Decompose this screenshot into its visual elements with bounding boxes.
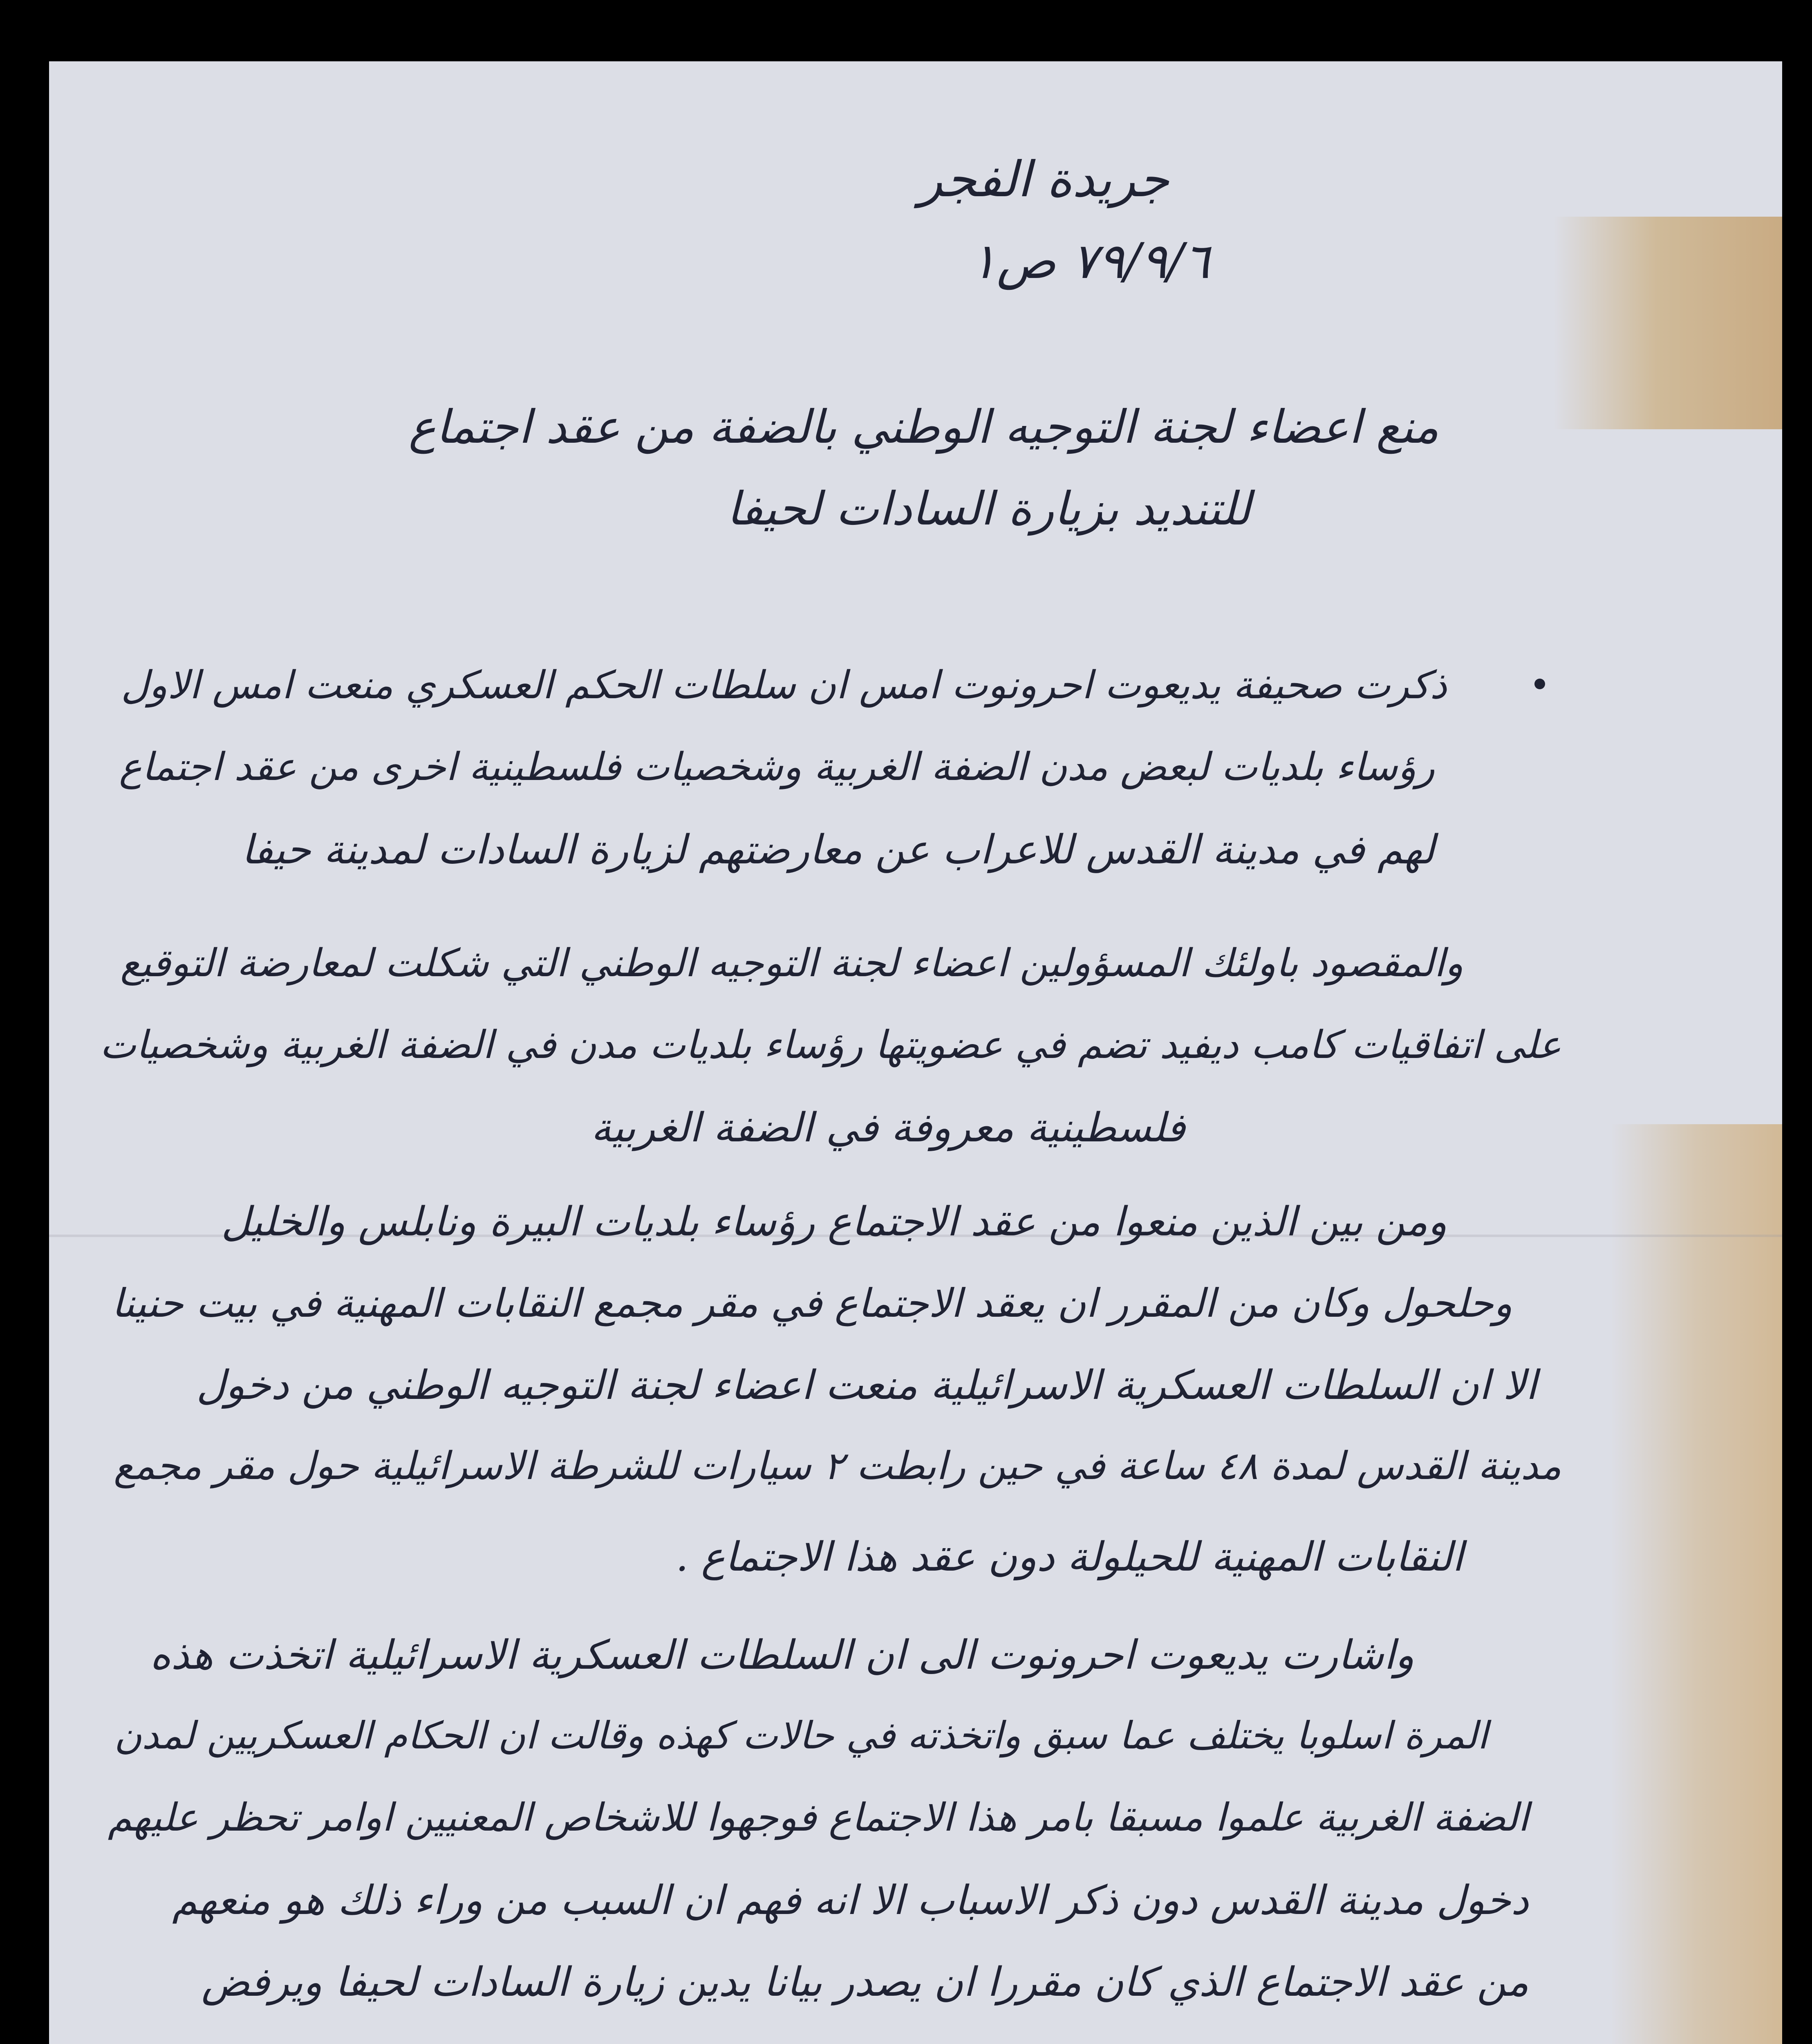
body-line: والمقصود باولئك المسؤولين اعضاء لجنة التوجيه الوطني التي شكلت لمعارضة التوقيع: [120, 941, 1463, 986]
body-line: النقابات المهنية للحيلولة دون عقد هذا الاجتماع .: [676, 1534, 1463, 1580]
body-line: دخول مدينة القدس دون ذكر الاسباب الا انه فهم ان السبب من وراء ذلك هو منعهم: [172, 1877, 1529, 1924]
body-line: ذكرت صحيفة يديعوت احرونوت امس ان سلطات الحكم العسكري منعت امس الاول: [121, 663, 1447, 708]
newspaper-name: جريدة الفجر: [918, 151, 1169, 208]
date-and-page: ٧٩/٩/٦ ص١: [970, 233, 1210, 290]
document-page: [49, 61, 1782, 2044]
body-line: على اتفاقيات كامب ديفيد تضم في عضويتها رؤساء بلديات مدن في الضفة الغربية وشخصيات: [100, 1023, 1561, 1067]
title-line-2: للتنديد بزيارة السادات لحيفا: [726, 482, 1251, 536]
paper-stain-top: [1553, 217, 1782, 429]
body-line: الا ان السلطات العسكرية الاسرائيلية منعت اعضاء لجنة التوجيه الوطني من دخول: [196, 1362, 1537, 1409]
body-line: المرة اسلوبا يختلف عما سبق واتخذته في حالات كهذه وقالت ان الحكام العسكريين لمدن: [114, 1714, 1488, 1757]
body-line: ومن بين الذين منعوا من عقد الاجتماع رؤساء بلديات البيرة ونابلس والخليل: [221, 1199, 1447, 1245]
body-line: رؤساء بلديات لبعض مدن الضفة الغربية وشخصيات فلسطينية اخرى من عقد اجتماع: [119, 745, 1435, 789]
body-line: وحلحول وكان من المقرر ان يعقد الاجتماع في مقر مجمع النقابات المهنية في بيت حنينا: [112, 1280, 1512, 1326]
paper-stain-right: [1610, 1124, 1782, 2044]
title-line-1: منع اعضاء لجنة التوجيه الوطني بالضفة من عقد اجتماع: [408, 401, 1439, 454]
body-line: الضفة الغربية علموا مسبقا بامر هذا الاجتماع فوجهوا للاشخاص المعنيين اوامر تحظر عليهم: [108, 1795, 1529, 1840]
body-line: لهم في مدينة القدس للاعراب عن معارضتهم لزيارة السادات لمدينة حيفا: [241, 827, 1435, 873]
body-line: مدينة القدس لمدة ٤٨ ساعة في حين رابطت ٢ سيارات للشرطة الاسرائيلية حول مقر مجمع: [113, 1444, 1561, 1488]
body-line: من عقد الاجتماع الذي كان مقررا ان يصدر بيانا يدين زيارة السادات لحيفا ويرفض: [201, 1959, 1529, 2006]
bullet-dot: [1534, 679, 1545, 689]
body-line: واشارت يديعوت احرونوت الى ان السلطات العسكرية الاسرائيلية اتخذت هذه: [150, 1632, 1414, 1679]
body-line: فلسطينية معروفة في الضفة الغربية: [591, 1105, 1185, 1151]
